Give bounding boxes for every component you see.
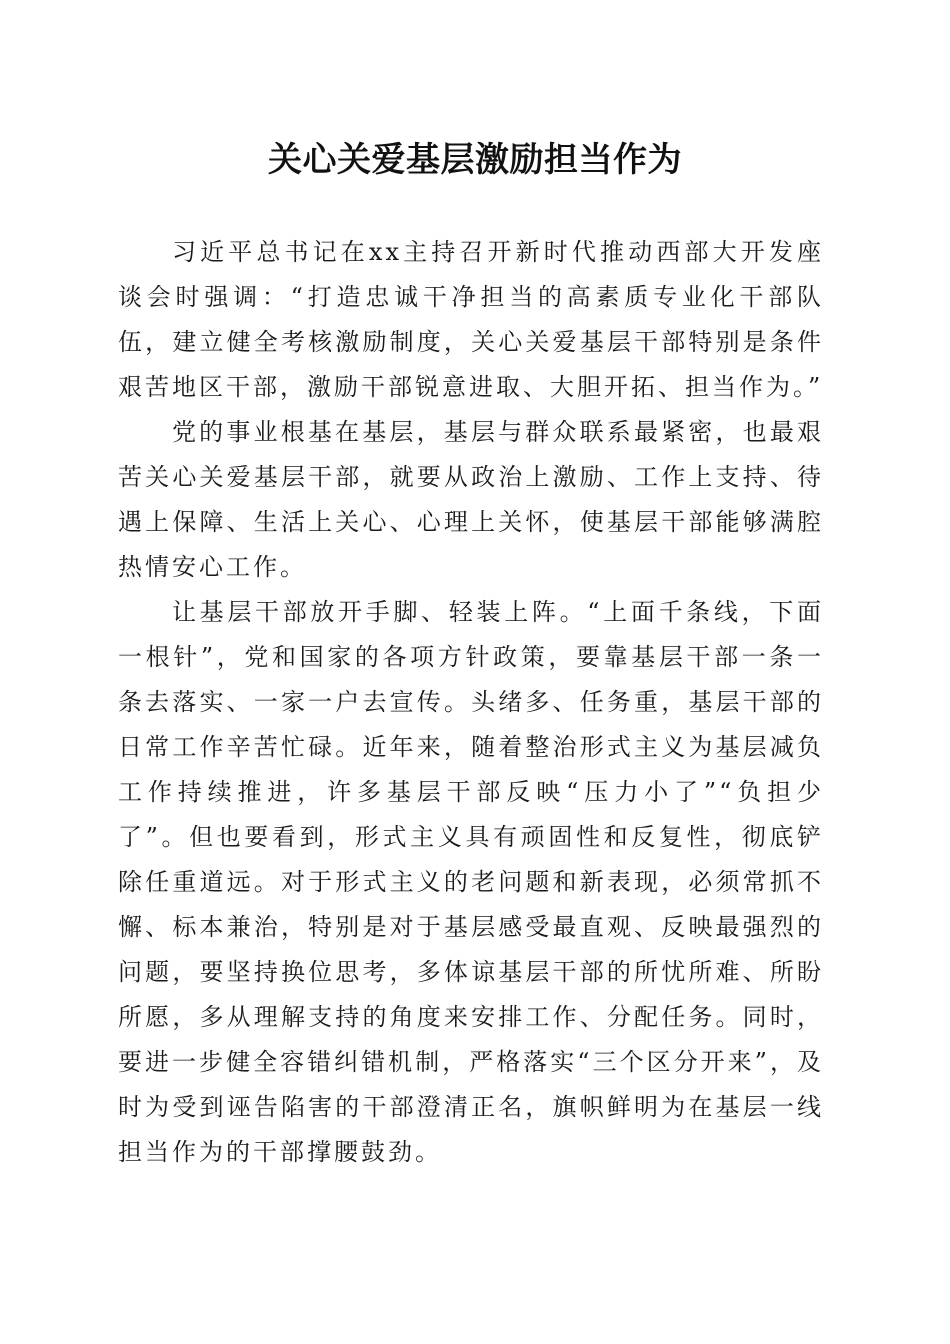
- document-title: 关心关爱基层激励担当作为: [268, 140, 682, 180]
- paragraph-2: 党的事业根基在基层，基层与群众联系最紧密，也最艰苦关心关爱基层干部，就要从政治上激励、工作上支持、待遇上保障、生活上关心、心理上关怀，使基层干部能够满腔热情安心工作。: [118, 418, 824, 581]
- paragraph-1: 习近平总书记在xx主持召开新时代推动西部大开发座谈会时强调：“打造忠诚干净担当的高素质专业化干部队伍，建立健全考核激励制度，关心关爱基层干部特别是条件艰苦地区干部，激励干部锐意进取、大胆开拓、担当作为。”: [118, 238, 824, 401]
- document-body: [118, 230, 824, 1175]
- paragraph-3: 让基层干部放开手脚、轻装上阵。“上面千条线，下面一根针”，党和国家的各项方针政策，要靠基层干部一条一条去落实、一家一户去宣传。头绪多、任务重，基层干部的日常工作辛苦忙碌。近年来，随着整治形式主义为基层减负工作持续推进，许多基层干部反映“压力小了”“负担少了”。但也要看到，形式主义具有顽固性和反复性，彻底铲除任重道远。对于形式主义的老问题和新表现，必须常抓不懈、标本兼治，特别是对于基层感受最直观、反映最强烈的问题，要坚持换位思考，多体谅基层干部的所忧所难、所盼所愿，多从理解支持的角度来安排工作、分配任务。同时，要进一步健全容错纠错机制，严格落实“三个区分开来”，及时为受到诬告陷害的干部澄清正名，旗帜鲜明为在基层一线担当作为的干部撑腰鼓劲。: [118, 598, 824, 1166]
